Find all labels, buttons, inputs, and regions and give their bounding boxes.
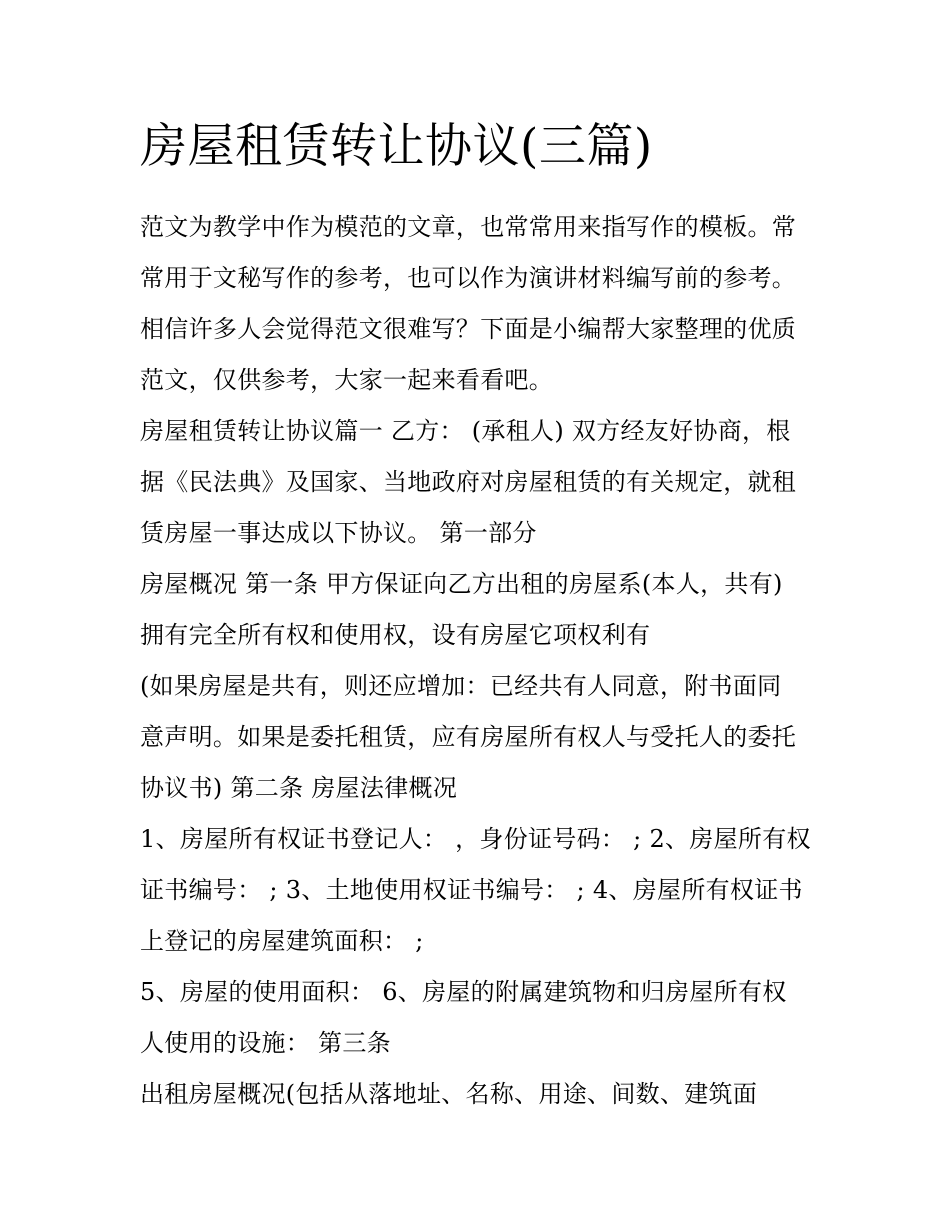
body-line: 常用于文秘写作的参考，也可以作为演讲材料编写前的参考。 xyxy=(140,264,797,292)
body-line: 据《民法典》及国家、当地政府对房屋租赁的有关规定，就租 xyxy=(140,468,797,496)
document-body xyxy=(140,202,820,1120)
body-line: 上登记的房屋建筑面积： ; xyxy=(140,927,424,955)
body-line: 范文，仅供参考，大家一起来看看吧。 xyxy=(140,366,554,394)
body-line: 5、房屋的使用面积： 6、房屋的附属建筑物和归房屋所有权 xyxy=(140,978,787,1006)
body-line: 协议书) 第二条 房屋法律概况 xyxy=(140,774,458,802)
body-line: 1、房屋所有权证书登记人： ，身份证号码： ; 2、房屋所有权 xyxy=(140,825,811,853)
body-line: 人使用的设施： 第三条 xyxy=(140,1029,391,1057)
body-line: 赁房屋一事达成以下协议。 第一部分 xyxy=(140,519,537,547)
body-line: 拥有完全所有权和使用权，设有房屋它项权利有 xyxy=(140,621,651,649)
body-line: 出租房屋概况(包括从落地址、名称、用途、间数、建筑面 xyxy=(140,1080,758,1108)
body-line: (如果房屋是共有，则还应增加：已经共有人同意，附书面同 xyxy=(140,672,782,700)
body-line: 相信许多人会觉得范文很难写？下面是小编帮大家整理的优质 xyxy=(140,315,797,343)
body-line: 范文为教学中作为模范的文章，也常常用来指写作的模板。常 xyxy=(140,213,797,241)
body-line: 证书编号： ; 3、土地使用权证书编号： ; 4、房屋所有权证书 xyxy=(140,876,803,904)
body-line: 房屋租赁转让协议篇一 乙方： (承租人) 双方经友好协商，根 xyxy=(140,417,791,445)
body-line: 意声明。如果是委托租赁，应有房屋所有权人与受托人的委托 xyxy=(140,723,797,751)
document-title: 房屋租赁转让协议(三篇) xyxy=(140,119,653,174)
body-line: 房屋概况 第一条 甲方保证向乙方出租的房屋系(本人，共有) xyxy=(140,570,783,598)
